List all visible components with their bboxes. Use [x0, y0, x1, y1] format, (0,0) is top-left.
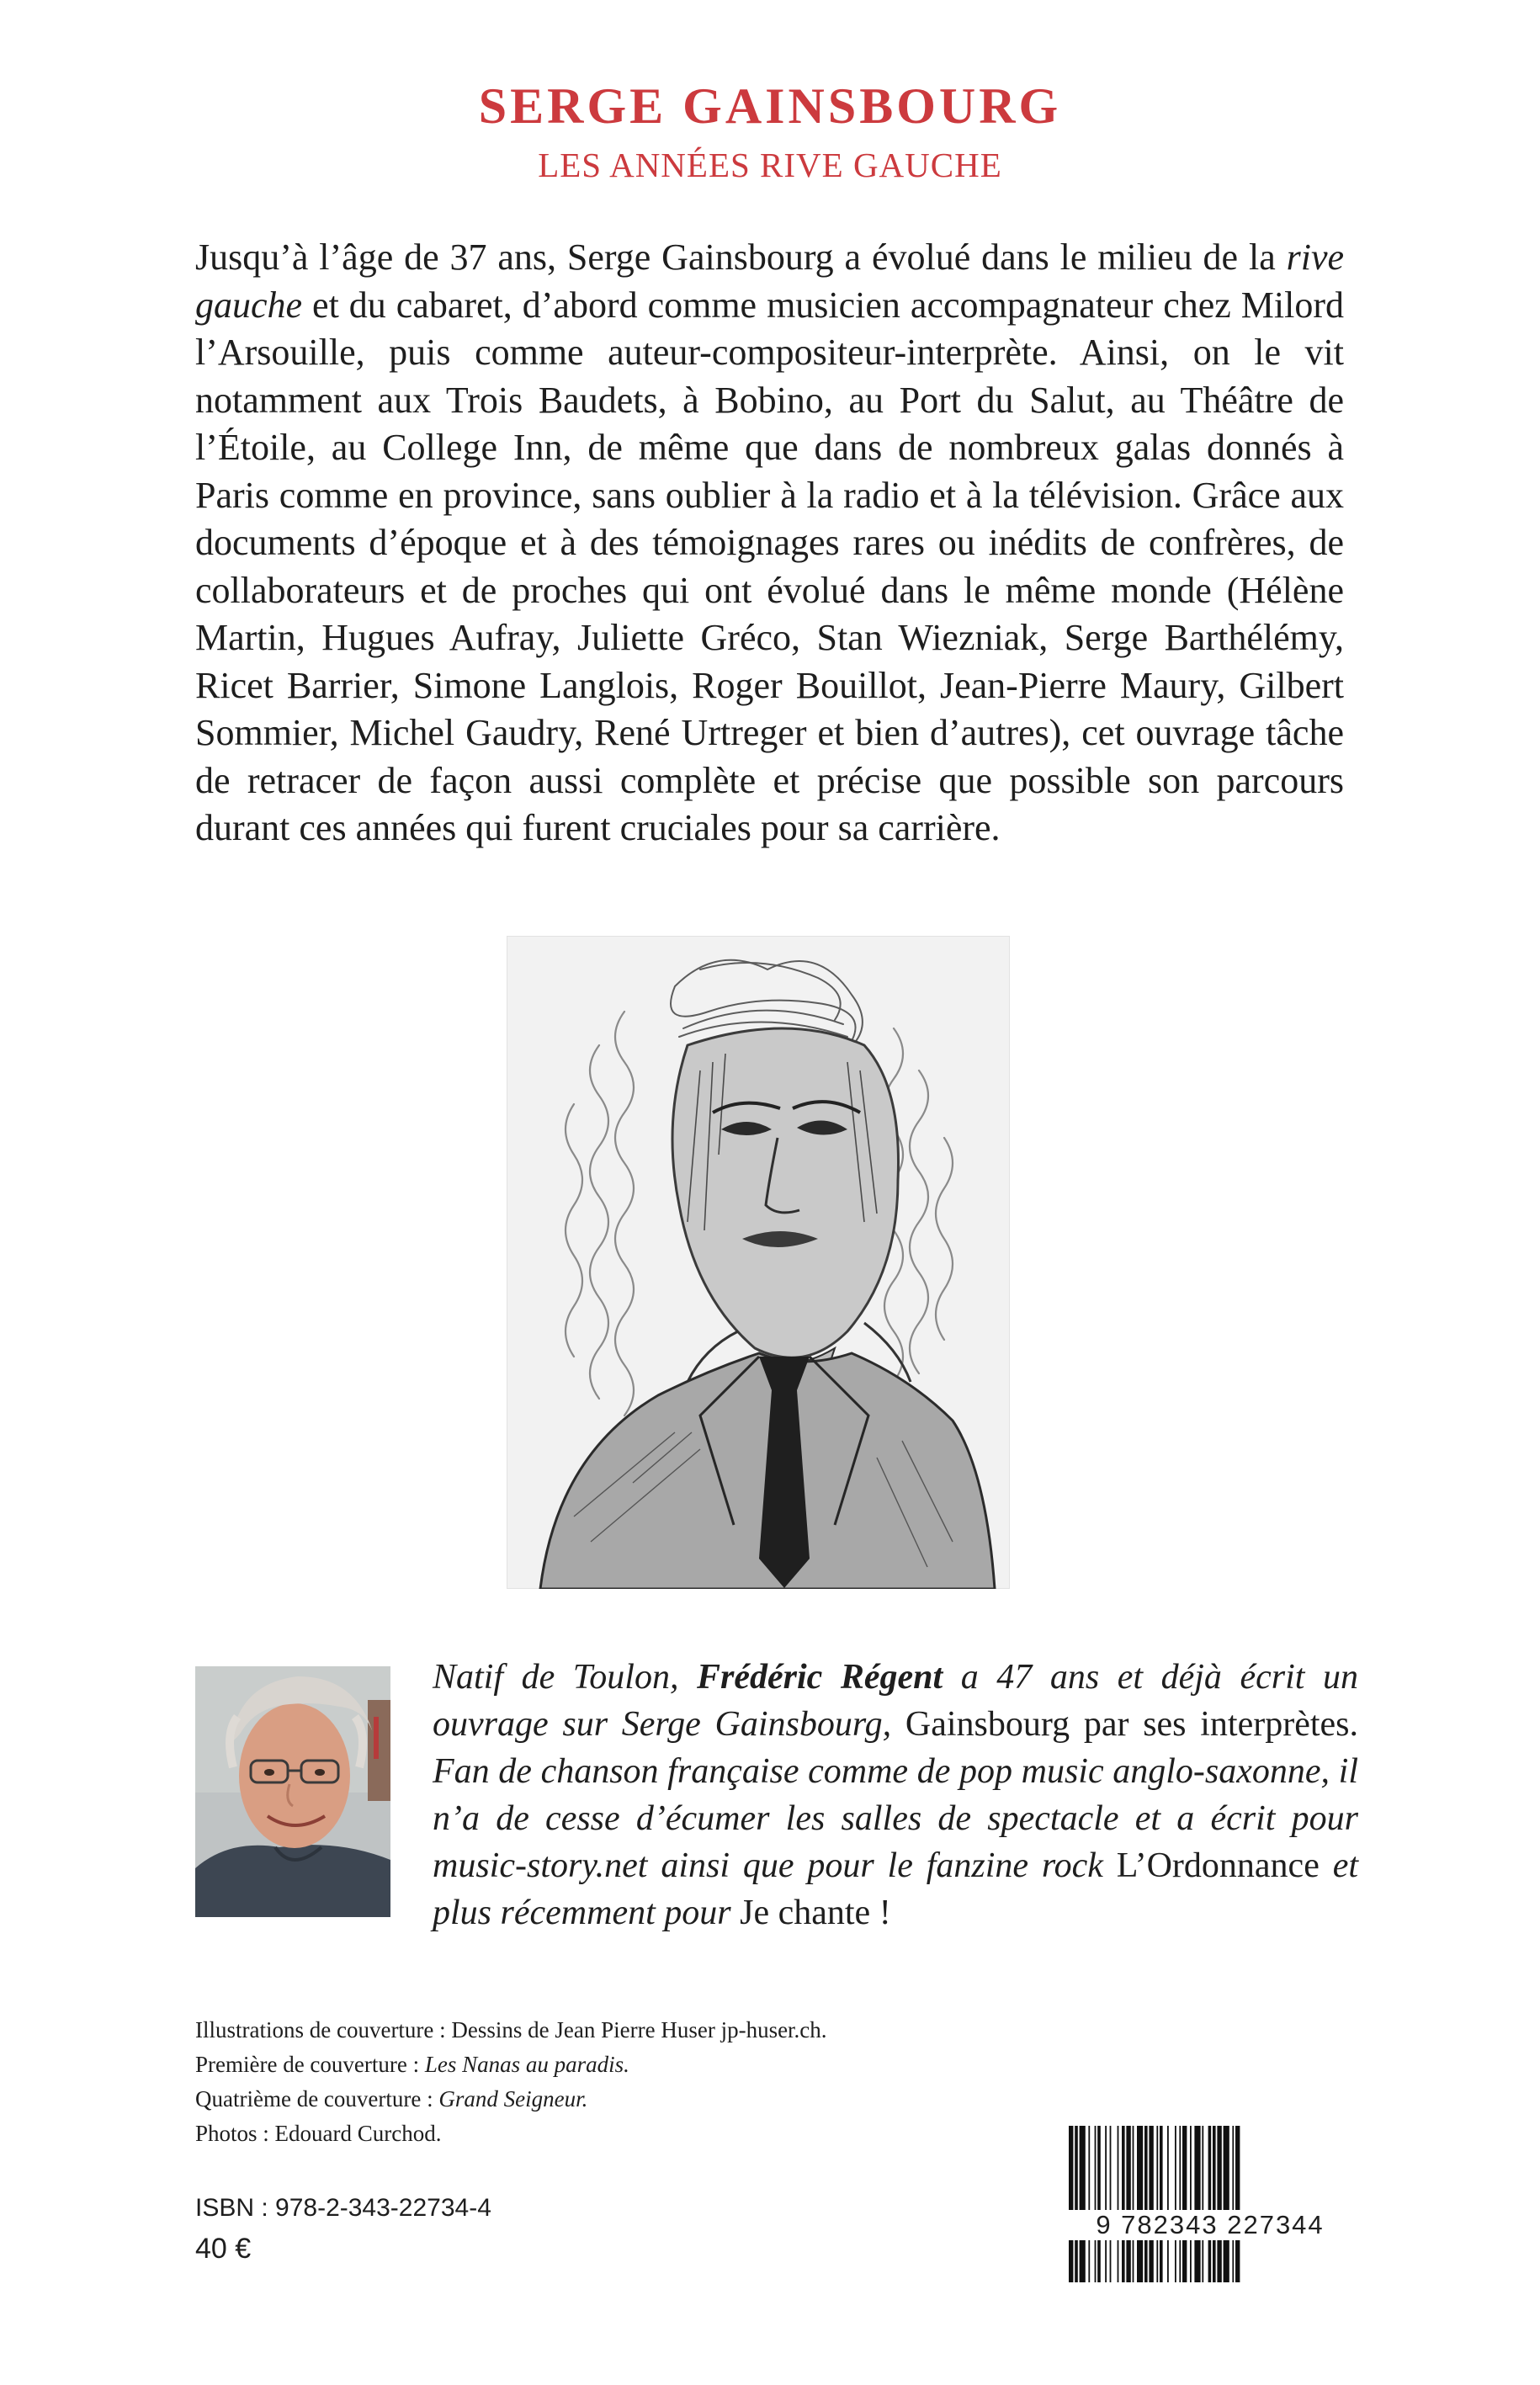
credit-illustrations: Illustrations de couverture : Dessins de Jean Pierre Huser jp-huser.ch. — [195, 2017, 827, 2042]
credit-front-title: Les Nanas au paradis. — [424, 2052, 629, 2077]
credit-back-cover — [195, 2082, 1121, 2117]
book-title: SERGE GAINSBOURG — [478, 78, 1062, 134]
synopsis — [195, 234, 1344, 853]
synopsis-part-1: Jusqu’à l’âge de 37 ans, Serge Gainsbourg a évolué dans le milieu de la — [195, 236, 1287, 278]
synopsis-part-2: et du cabaret, d’abord comme musicien accompagnateur chez Milord l’Arsouille, puis comme auteur-compositeur-interprète. Ainsi, on le vit notamment aux Trois Baudets, à Bobino, au Port du Salut, au Théâtre de l’Étoile, au College Inn, de même que dans de nombreux galas donnés à Paris comme en province, sans oublier à la radio et à la télévision. Grâce aux documents d’époque et à des témoignages rares ou inédits de confrères, de collaborateurs et de proches qui ont évolué dans le même monde (Hélène Martin, Hugues Aufray, Juliette Gréco, Stan Wiezniak, Serge Barthélémy, Ricet Barrier, Simone Langlois, Roger Bouillot, Jean-Pierre Maury, Gilbert Sommier, Michel Gaudry, René Urtreger et bien d’autres), cet ouvrage tâche de retracer de façon aussi complète et précise que possible son parcours durant ces années qui furent cruciales pour sa carrière. — [195, 284, 1344, 848]
credit-front-cover — [195, 2048, 1121, 2082]
portrait-sketch-image — [507, 936, 1010, 1589]
credit-back-title: Grand Seigneur. — [438, 2086, 588, 2111]
credit-front-label: Première de couverture : — [195, 2052, 425, 2077]
barcode-icon — [1069, 2126, 1346, 2282]
credit-back-label: Quatrième de couverture : — [195, 2086, 439, 2111]
price: 40 € — [195, 2233, 252, 2265]
cover-credits — [195, 2013, 1121, 2151]
bio-book-title: Gainsbourg par ses interprètes. — [891, 1705, 1358, 1744]
bio-part-2: a 47 ans et déjà écrit un ouvrage sur Serge Gainsbourg, — [433, 1658, 1358, 1744]
author-bio — [433, 1654, 1358, 1936]
isbn: ISBN : 978-2-343-22734-4 — [195, 2194, 491, 2222]
bio-zine-title: L’Ordonnance — [1102, 1846, 1320, 1885]
bio-part-3: Fan de chanson française comme de pop music anglo-saxonne, il n’a de cesse d’écumer les salles de spectacle et a écrit pour music-story.net ainsi que pour le fanzine rock — [433, 1752, 1358, 1885]
author-photo — [195, 1666, 390, 1917]
bio-magazine-title: Je chante ! — [730, 1894, 891, 1932]
book-subtitle: LES ANNÉES RIVE GAUCHE — [538, 146, 1002, 184]
bio-part-1: Natif de Toulon, — [433, 1658, 697, 1697]
author-name: Frédéric Régent — [697, 1658, 943, 1697]
bio-part-4: et plus récemment pour — [433, 1846, 1359, 1932]
credit-photos: Photos : Edouard Curchod. — [195, 2121, 442, 2146]
synopsis-emphasis: rive gauche — [195, 236, 1344, 326]
barcode-digits: 9 782343 227344 — [1059, 2210, 1362, 2240]
